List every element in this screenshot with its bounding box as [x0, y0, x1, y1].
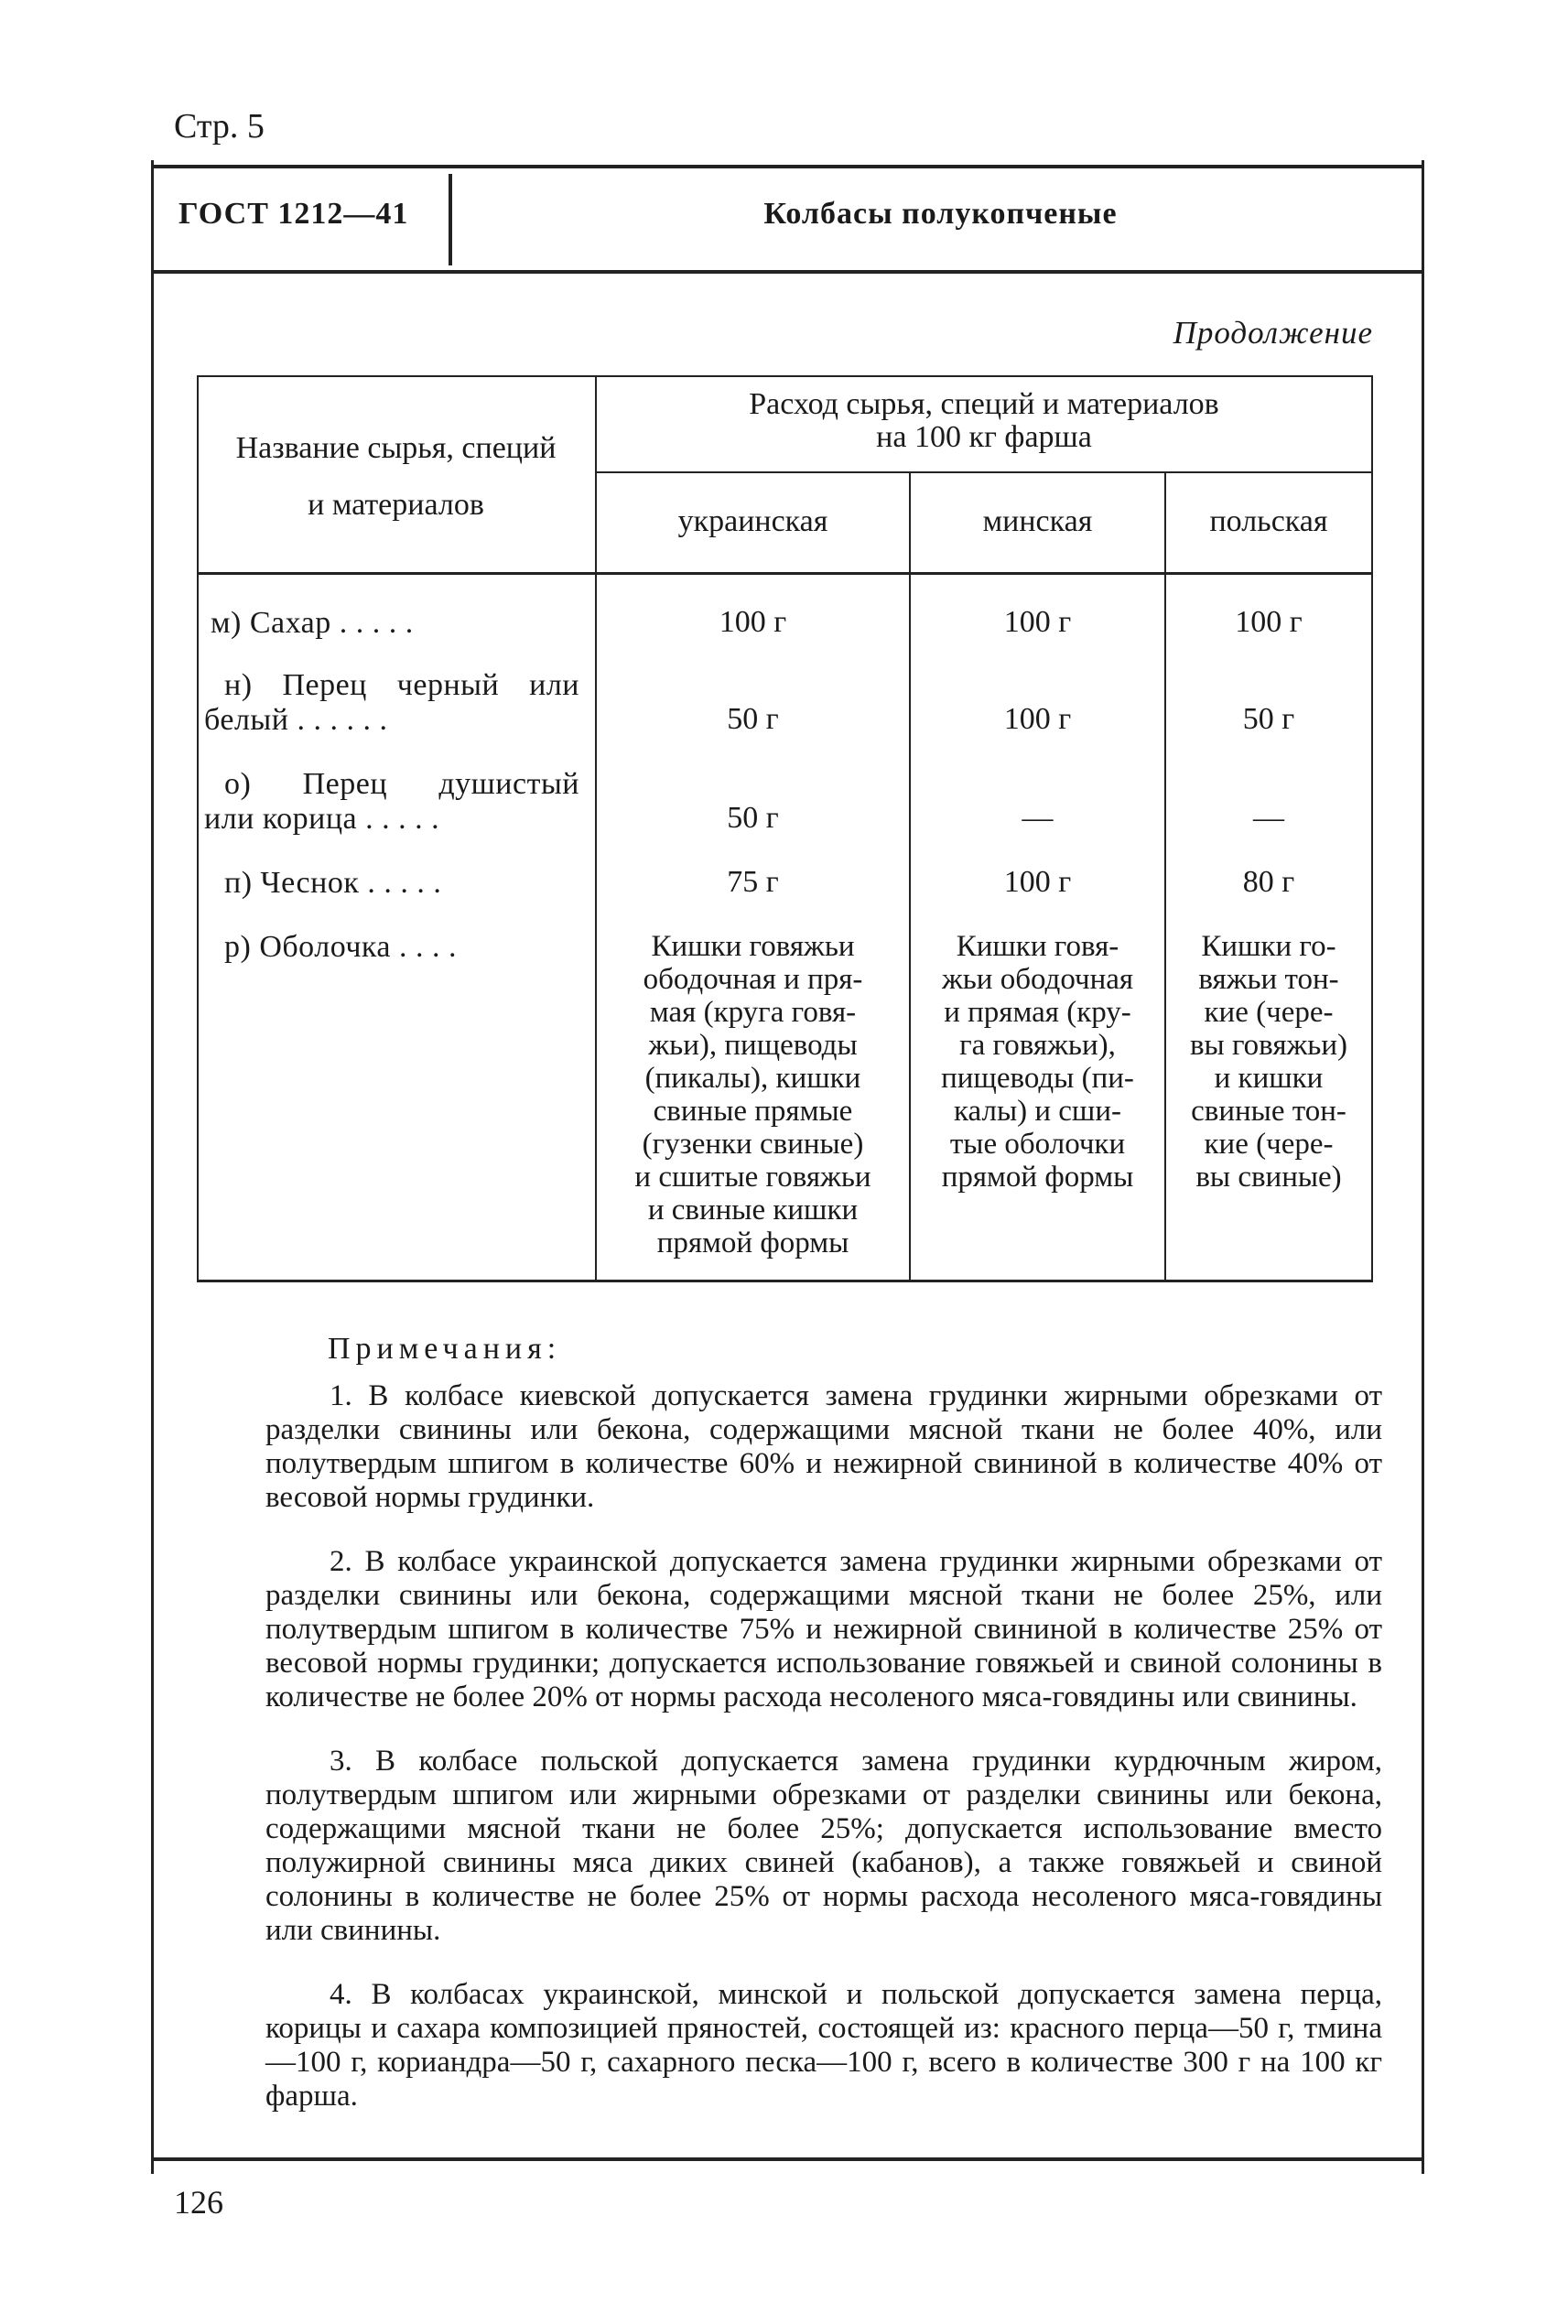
cell-line: тые оболочки: [949, 1128, 1126, 1161]
table-cell: 100 г: [1235, 605, 1303, 639]
group-header-rule: [595, 471, 1373, 473]
table-cell: 50 г: [727, 702, 779, 736]
cell-line: (пикалы), кишки: [644, 1062, 861, 1095]
page-label: Стр. 5: [174, 107, 265, 146]
table-right-rule: [1371, 375, 1373, 1281]
cell-line: свиные прямые: [653, 1095, 853, 1128]
row-item: [197, 767, 579, 837]
cell-line: жьи), пищеводы: [648, 1029, 858, 1062]
cell-line: га говяжьи),: [959, 1029, 1116, 1062]
group-column-header: [597, 388, 1371, 454]
continuation-label: Продолжение: [1173, 315, 1373, 351]
row-item-line: м) Сахар . . . . .: [211, 606, 414, 640]
cell-line: вы говяжьи): [1189, 1029, 1348, 1062]
cell-line: вы свиные): [1195, 1161, 1342, 1194]
note-1: 1. В колбасе киевской допускается замена грудинки жирными обрезками от разделки свинины или бекона, содержащими мясной ткани не более 40%, или полутвердым шпигом в количестве 60% и нежирной свининой в количестве 40% от весовой нормы грудинки.: [265, 1379, 1382, 1514]
subheader-minsk: минская: [982, 504, 1093, 538]
row-item-line: белый . . . . . .: [204, 703, 388, 737]
table-cell: [911, 930, 1164, 1194]
group-header-line: Расход сырья, специй и материалов: [749, 387, 1219, 421]
document-title: Колбасы полукопченые: [763, 197, 1118, 231]
row-item: [197, 668, 579, 738]
cell-line: Кишки говяжьи: [651, 930, 855, 963]
table-cell: 50 г: [1242, 702, 1295, 736]
notes-section: [265, 1332, 1382, 2126]
cell-line: и свиные кишки: [647, 1194, 859, 1227]
row-item-line: п) Чеснок . . . . .: [224, 866, 442, 900]
note-3: 3. В колбасе польской допускается замена грудинки курдючным жиром, полутвердым шпигом или жирными обрезками от разделки свинины или бекона, содержащими мясной ткани не более 25%; допускается использование вместо полужирной свинины мяса диких свиней (кабанов), а также говяжьей и свиной солонины в количестве не более 25% от нормы расхода несоленого мяса-говядины или свинины.: [265, 1745, 1382, 1947]
table-cell: 50 г: [727, 801, 779, 835]
header-divider: [449, 174, 452, 265]
materials-table: [197, 375, 1373, 1281]
standard-code: ГОСТ 1212—41: [178, 197, 409, 231]
cell-line: пищеводы (пи-: [941, 1062, 1134, 1095]
table-top-rule: [197, 375, 1373, 377]
row-item: [197, 606, 577, 641]
cell-line: свиные тон-: [1191, 1095, 1346, 1128]
table-cell: [597, 930, 909, 1259]
table-cell: 100 г: [1003, 865, 1072, 899]
table-cell: 100 г: [1003, 605, 1072, 639]
header-bottom-rule: [151, 270, 1423, 274]
header-bottom-rule-table: [197, 572, 1373, 575]
cell-line: и сшитые говяжьи: [634, 1161, 871, 1194]
row-item-line: или корица . . . . .: [204, 802, 440, 836]
notes-heading: Примечания:: [328, 1332, 562, 1366]
row-item: [197, 866, 577, 901]
note-4: 4. В колбасах украинской, минской и польской допускается замена перца, корицы и сахара композицией пряностей, состоящей из: красного перца—50 г, тмина—100 г, кориандра—50 г, сахарного песка—100 г, всего в количестве 300 г на 100 кг фарша.: [265, 1978, 1382, 2113]
item-column-header: [197, 432, 595, 522]
cell-line: Кишки говя-: [956, 930, 1119, 963]
header-top-rule: [151, 165, 1423, 168]
cell-line: прямой формы: [656, 1227, 849, 1259]
page-number: 126: [174, 2184, 223, 2221]
table-cell: 80 г: [1242, 865, 1295, 899]
table-cell: [1166, 930, 1371, 1194]
cell-line: кие (чере-: [1204, 996, 1334, 1029]
group-header-line: на 100 кг фарша: [876, 420, 1092, 454]
subheader-ukrainian: украинская: [677, 504, 828, 538]
row-item-line: о) Перец душистый: [224, 767, 579, 801]
item-header-line: и материалов: [308, 488, 484, 522]
cell-line: мая (круга говя-: [649, 996, 857, 1029]
table-bottom-rule: [197, 1280, 1373, 1282]
note-2: 2. В колбасе украинской допускается замена грудинки жирными обрезками от разделки свинины или бекона, содержащими мясной ткани не более 25%, или полутвердым шпигом в количестве 75% и нежирной свининой в количестве 25% от весовой нормы грудинки; допускается использование говяжьей и свиной солонины в количестве не более 20% от нормы расхода несоленого мяса-говядины или свинины.: [265, 1545, 1382, 1713]
table-cell: —: [1022, 801, 1054, 835]
subheader-polish: польская: [1209, 504, 1328, 538]
table-cell: 75 г: [727, 865, 779, 899]
cell-line: Кишки го-: [1201, 930, 1336, 963]
cell-line: прямой формы: [941, 1161, 1134, 1194]
cell-line: и кишки: [1214, 1062, 1324, 1095]
cell-line: вяжьи тон-: [1198, 963, 1339, 996]
item-header-line: Название сырья, специй: [235, 431, 557, 465]
cell-line: (гузенки свиные): [642, 1128, 864, 1161]
cell-line: кие (чере-: [1204, 1128, 1334, 1161]
table-cell: 100 г: [1003, 702, 1072, 736]
table-cell: —: [1253, 801, 1284, 835]
cell-line: жьи ободочная: [941, 963, 1134, 996]
row-item: [197, 930, 577, 965]
cell-line: ободочная и пря-: [643, 963, 863, 996]
cell-line: калы) и сши-: [954, 1095, 1121, 1128]
table-cell: 100 г: [719, 605, 787, 639]
cell-line: и прямая (кру-: [944, 996, 1131, 1029]
row-item-line: н) Перец черный или: [224, 668, 579, 702]
row-item-line: р) Оболочка . . . .: [224, 930, 458, 964]
bottom-rule: [151, 2157, 1423, 2161]
